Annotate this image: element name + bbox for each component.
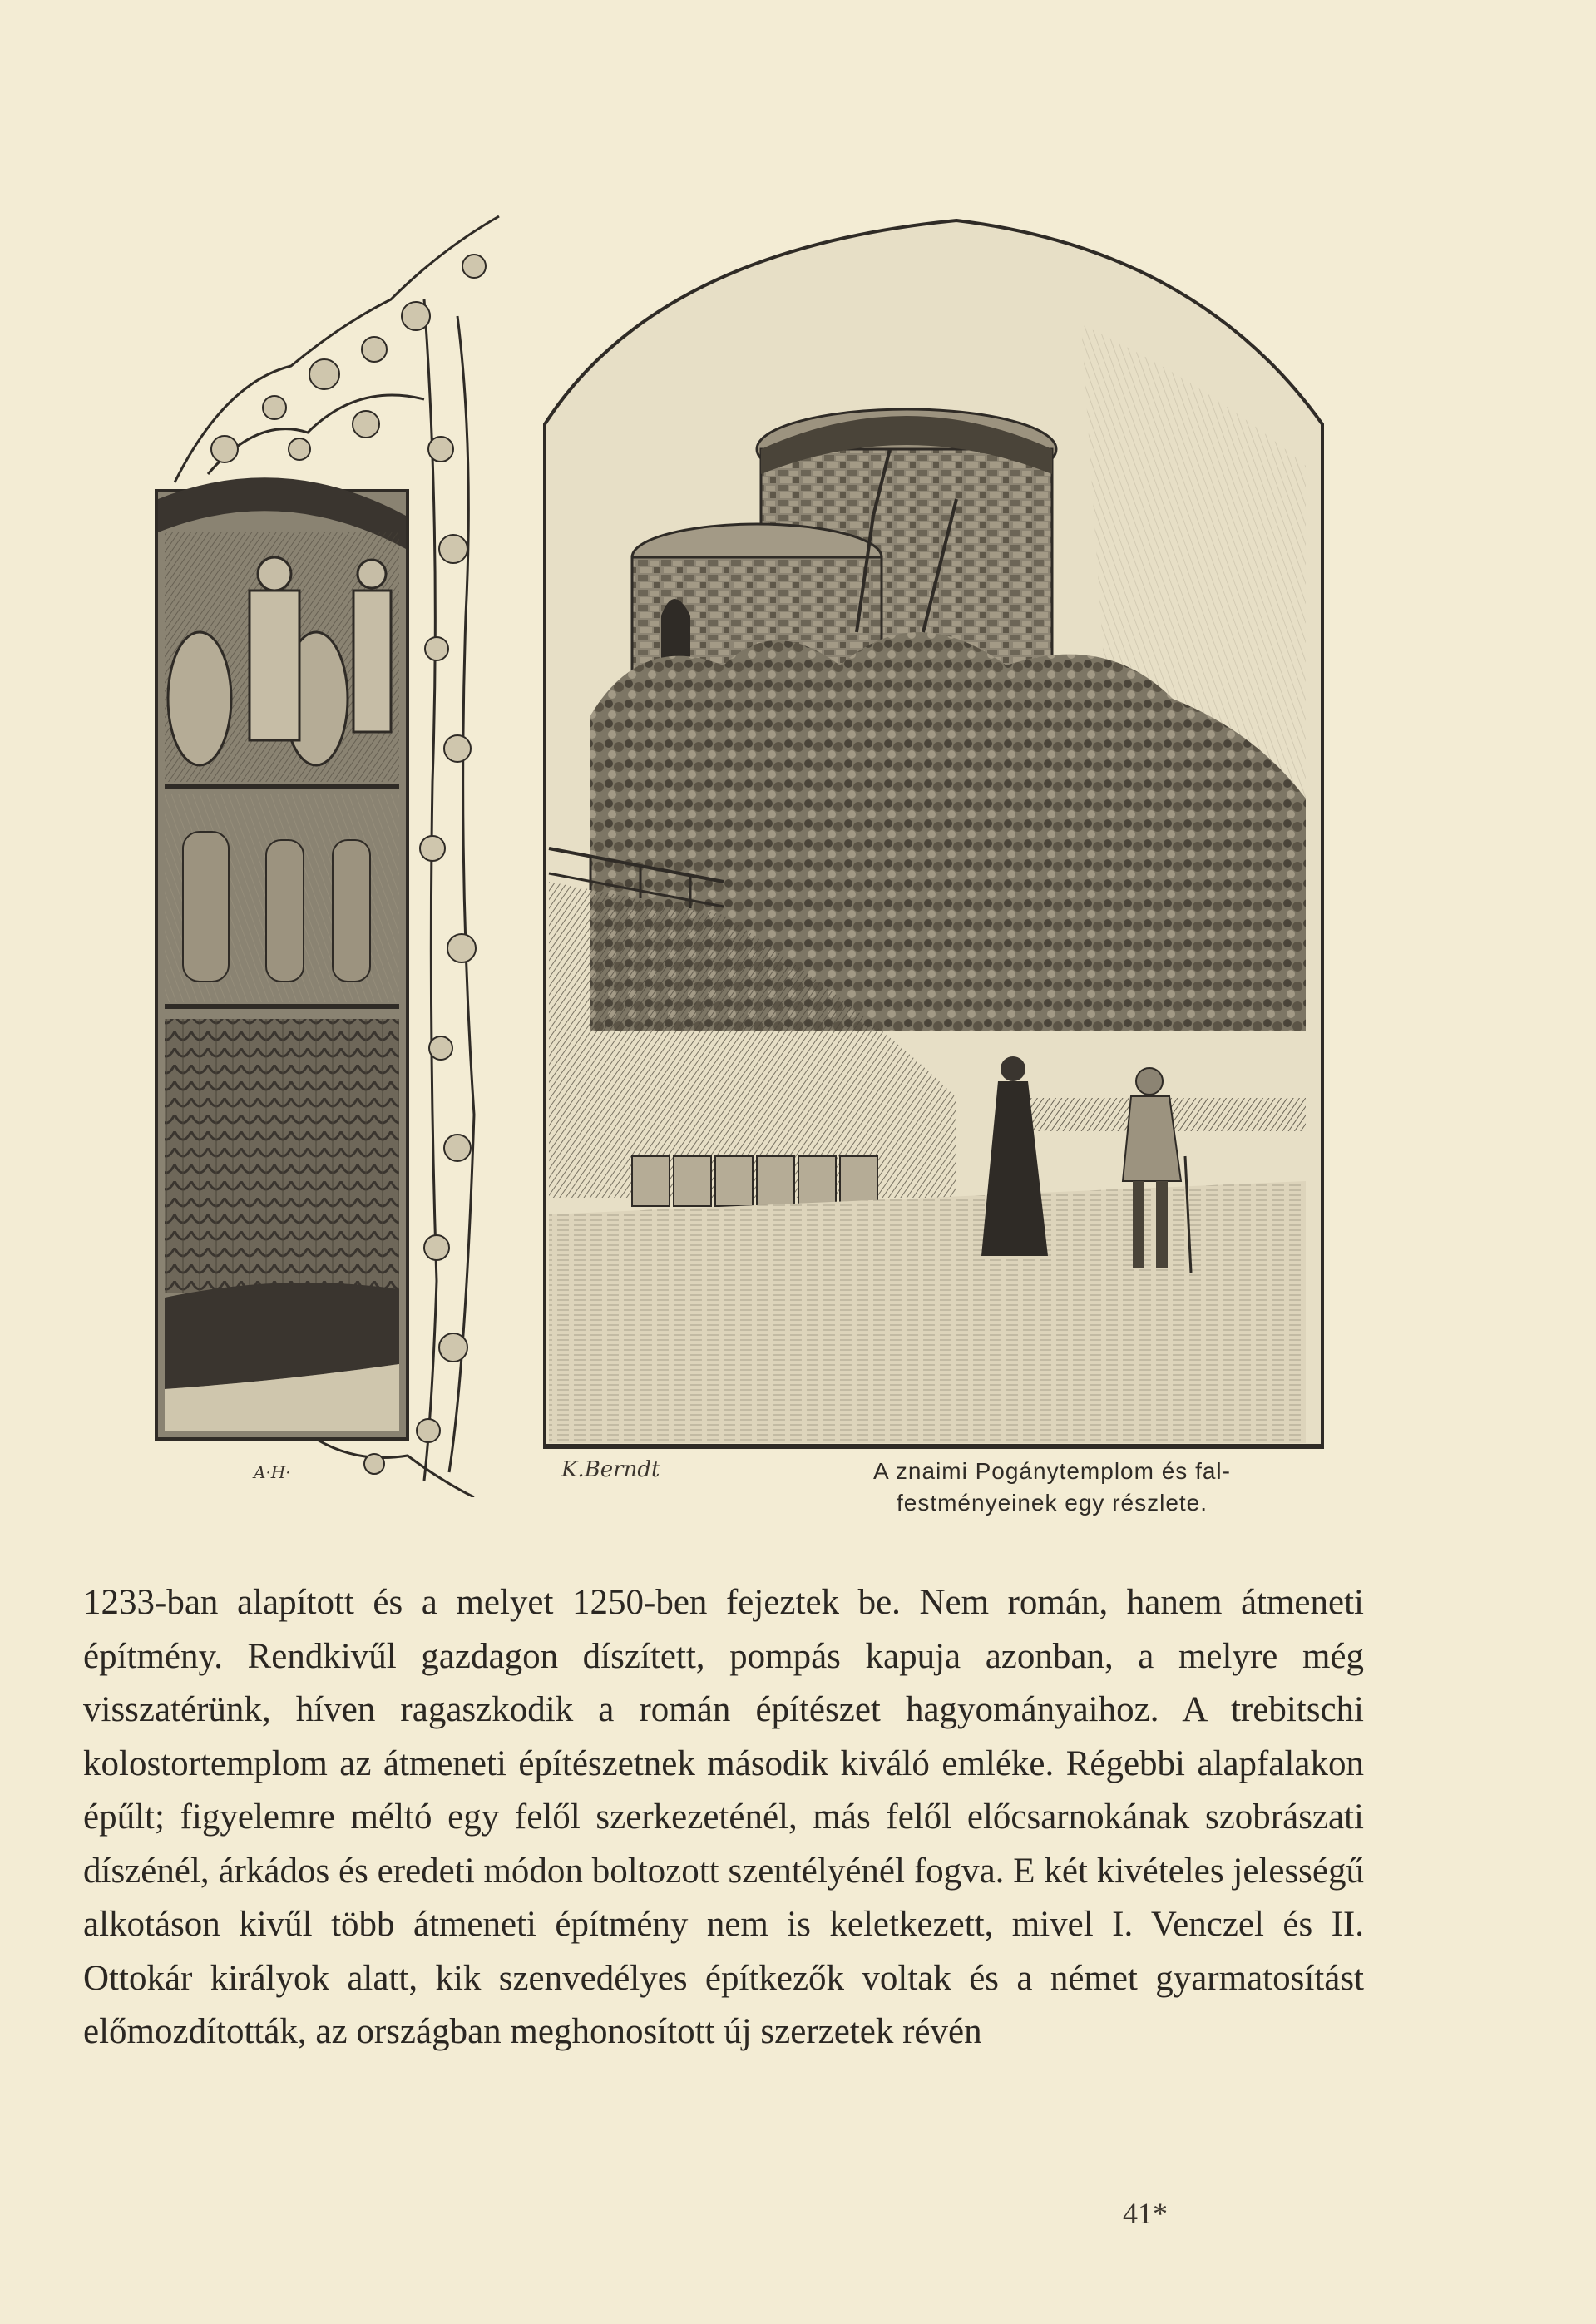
illustration-caption — [786, 1456, 1318, 1519]
engraver-signatures — [254, 1457, 744, 1516]
engraving-illustration — [125, 200, 1331, 1497]
arched-scene — [545, 220, 1322, 1447]
page-number: 41* — [1123, 2197, 1168, 2230]
signature-right: K.Berndt — [561, 1457, 660, 1482]
body-paragraph: 1233-ban alapított és a melyet 1250-ben fejeztek be. Nem román, hanem átmeneti építmény. Rendkivűl gazdagon díszített, pompás kapuja azonban, a melyre még visszatérünk, híven ragaszkodik a román építészet hagyományaihoz. A trebitschi kolostortemplom az átmeneti építészetnek második kiváló emléke. Régebbi alapfalakon épűlt; figyelemre méltó egy felől szerkezeténél, más felől előcsarnokának szobrászati díszénél, árkádos és eredeti módon boltozott szentélyénél fogva. E két kivételes jelességű alkotáson kivűl több átmeneti építmény nem is keletkezett, mivel I. Venczel és II. Ottokár királyok alatt, kik szenvedélyes építkezők voltak és a német gyarmatosítást előmozdították, az országban meghonosított új szerzetek révén — [83, 1583, 1364, 2051]
signature-left: A·H· — [254, 1462, 291, 1482]
caption-line-2: festményeinek egy részlete. — [896, 1490, 1208, 1516]
caption-line-1: A znaimi Pogánytemplom és fal- — [873, 1458, 1231, 1484]
engraving-svg — [125, 200, 1331, 1497]
fresco-panel — [156, 477, 408, 1439]
body-text — [83, 1576, 1364, 2059]
